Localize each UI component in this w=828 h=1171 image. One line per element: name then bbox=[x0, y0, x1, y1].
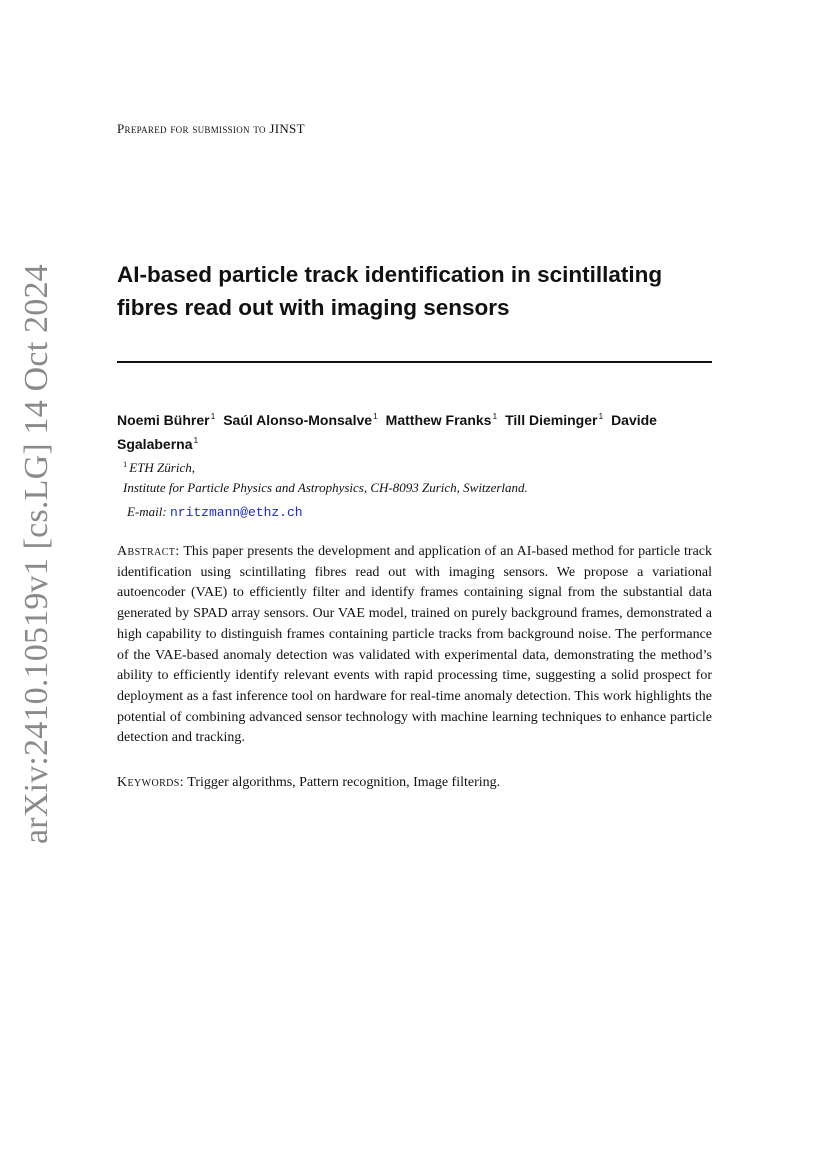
keywords-label: Keywords: bbox=[117, 775, 185, 790]
paper-title: AI-based particle track identification in scintillating fibres read out with imaging sensors bbox=[117, 262, 663, 320]
affiliation-mark: 1 bbox=[492, 411, 498, 421]
author-name: Davide Sgalaberna bbox=[117, 412, 657, 452]
affiliation-line-1: ETH Zürich, bbox=[129, 460, 195, 475]
affiliation-mark: 1 bbox=[193, 435, 199, 445]
author-name: Noemi Bührer bbox=[117, 412, 210, 428]
abstract bbox=[117, 542, 712, 749]
affiliation-mark: 1 bbox=[123, 459, 128, 469]
affiliation-line-2: Institute for Particle Physics and Astrophysics, CH-8093 Zurich, Switzerland. bbox=[123, 480, 528, 495]
contact-email bbox=[127, 503, 303, 522]
abstract-label: Abstract: bbox=[117, 544, 180, 559]
affiliation bbox=[123, 454, 723, 498]
author-name: Saúl Alonso-Monsalve bbox=[223, 412, 373, 428]
arxiv-identifier: arXiv:2410.10519v1 [cs.LG] 14 Oct 2024 bbox=[18, 264, 55, 844]
author-list bbox=[117, 406, 717, 454]
email-link[interactable]: nritzmann@ethz.ch bbox=[169, 505, 303, 520]
author-name: Matthew Franks bbox=[385, 412, 492, 428]
affiliation-mark: 1 bbox=[373, 411, 378, 421]
submission-note: Prepared for submission to JINST bbox=[117, 121, 305, 136]
title-divider bbox=[117, 361, 712, 363]
email-label: E-mail: bbox=[127, 504, 167, 519]
affiliation-mark: 1 bbox=[210, 411, 216, 421]
affiliation-mark: 1 bbox=[598, 411, 604, 421]
abstract-text: This paper presents the development and application of an AI-based method for particle track identification using scintillating fibres read out with imaging sensors. We propose a variational autoencoder (VAE) to efficiently filter and identify frames containing signal from the substantial data generated by SPAD array sensors. Our VAE model, trained on purely background frames, demonstrated a high capability to distinguish frames containing particle tracks from background noise. The performance of the VAE-based anomaly detection was validated with experimental data, demonstrating the method’s ability to efficiently identify relevant events with rapid processing time, suggesting a solid prospect for deployment as a fast inference tool on hardware for real-time anomaly detection. This work highlights the potential of combining advanced sensor technology with machine learning techniques to enhance particle detection and tracking. bbox=[117, 544, 712, 746]
author-name: Till Dieminger bbox=[505, 412, 598, 428]
keywords bbox=[117, 773, 712, 793]
keywords-text: Trigger algorithms, Pattern recognition, Image filtering. bbox=[187, 775, 501, 790]
